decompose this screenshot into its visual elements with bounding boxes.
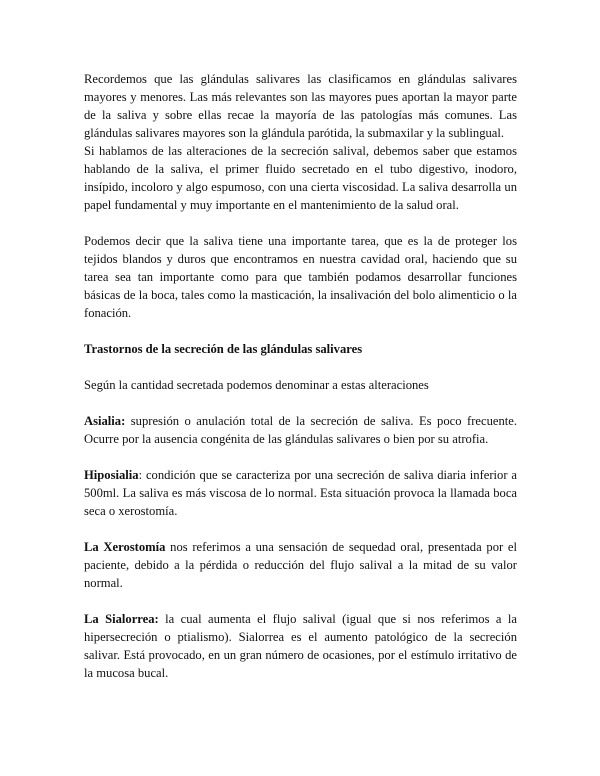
paragraph-intro: Según la cantidad secretada podemos denominar a estas alteraciones [84, 378, 429, 392]
definition-term: La Xerostomía [84, 540, 166, 554]
definition-hiposialia [84, 466, 517, 520]
definition-sialorrea [84, 610, 517, 682]
definition-text: : condición que se caracteriza por una secreción de saliva diaria inferior a 500ml. La saliva es más viscosa de lo normal. Esta situación provoca la llamada boca seca o xerostomía. [84, 468, 517, 518]
definition-text: supresión o anulación total de la secreción de saliva. Es poco frecuente. Ocurre por la ausencia congénita de las glándulas salivares o bien por su atrofia. [84, 414, 517, 446]
paragraph-glandulas: Recordemos que las glándulas salivares las clasificamos en glándulas salivares mayores y menores. Las más relevantes son las mayores pues aportan la mayor parte de la saliva y sobre ellas recae la mayoría de las patologías más comunes. Las glándulas salivares mayores son la glándula parótida, la submaxilar y la sublingual. [84, 72, 517, 140]
definition-text: nos referimos a una sensación de sequedad oral, presentada por el paciente, debido a la pérdida o reducción del flujo salival a la mitad de su valor normal. [84, 540, 517, 590]
definition-term: Hiposialia [84, 468, 139, 482]
definition-asialia [84, 412, 517, 448]
section-heading: Trastornos de la secreción de las glándulas salivares [84, 342, 363, 356]
definition-xerostomia [84, 538, 517, 592]
definition-term: Asialia: [84, 414, 126, 428]
paragraph-alteraciones: Si hablamos de las alteraciones de la secreción salival, debemos saber que estamos hablando de la saliva, el primer fluido secretado en el tubo digestivo, inodoro, insípido, incoloro y algo espumoso, con una cierta viscosidad. La saliva desarrolla un papel fundamental y muy importante en el mantenimiento de la salud oral. [84, 144, 517, 212]
paragraph-funciones: Podemos decir que la saliva tiene una importante tarea, que es la de proteger los tejidos blandos y duros que encontramos en nuestra cavidad oral, haciendo que su tarea sea tan importante como para que también podamos desarrollar funciones básicas de la boca, tales como la masticación, la insalivación del bolo alimenticio o la fonación. [84, 234, 517, 320]
definition-term: La Sialorrea: [84, 612, 159, 626]
document-body [84, 70, 517, 682]
definition-text: la cual aumenta el flujo salival (igual que si nos referimos a la hipersecreción o ptialismo). Sialorrea es el aumento patológico de la secreción salivar. Está provocado, en un gran número de ocasiones, por el estímulo irritativo de la mucosa bucal. [84, 612, 517, 680]
